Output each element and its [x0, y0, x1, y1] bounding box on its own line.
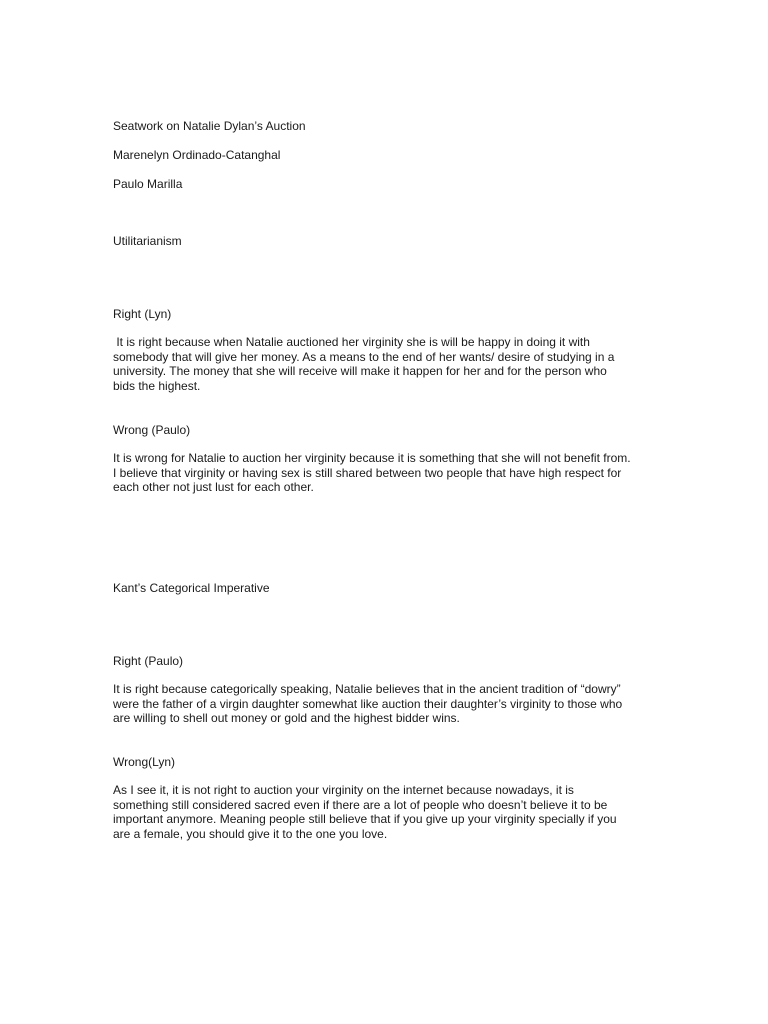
paragraph-line: were the father of a virgin daughter somewhat like auction their daughter’s virginity to those who	[113, 696, 623, 711]
section-heading-utilitarianism: Utilitarianism	[113, 234, 182, 248]
paragraph-line: important anymore. Meaning people still believe that if you give up your virginity specially if you	[113, 812, 617, 827]
wrong-heading-lyn: Wrong(Lyn)	[113, 755, 176, 769]
paragraph-line: are a female, you should give it to the one you love.	[113, 826, 388, 841]
paragraph-line: university. The money that she will receive will make it happen for her and for the person who	[113, 364, 607, 379]
paragraph-line: are willing to shell out money or gold and the highest bidder wins.	[113, 711, 460, 726]
paragraph-line: It is right because when Natalie auctioned her virginity she is will be happy in doing it with	[113, 335, 590, 349]
right-heading-lyn: Right (Lyn)	[113, 307, 172, 321]
author-name-2: Paulo Marilla	[113, 177, 183, 191]
paragraph-line: It is right because categorically speaking, Natalie believes that in the ancient tradition of “dowry”	[113, 682, 621, 696]
right-heading-paulo: Right (Paulo)	[113, 654, 184, 668]
wrong-heading-paulo: Wrong (Paulo)	[113, 423, 191, 437]
document-title: Seatwork on Natalie Dylan’s Auction	[113, 119, 306, 133]
paragraph-line: each other not just lust for each other.	[113, 480, 314, 495]
paragraph-right-paulo	[113, 682, 673, 726]
paragraph-line: It is wrong for Natalie to auction her virginity because it is something that she will not benefit from.	[113, 451, 631, 465]
paragraph-line: bids the highest.	[113, 378, 201, 393]
paragraph-wrong-paulo	[113, 451, 673, 495]
author-name-1: Marenelyn Ordinado-Catanghal	[113, 148, 281, 162]
paragraph-line: something still considered sacred even if there are a lot of people who doesn’t believe it to be	[113, 797, 608, 812]
paragraph-line: somebody that will give her money. As a means to the end of her wants/ desire of studying in a	[113, 349, 615, 364]
section-heading-kant: Kant’s Categorical Imperative	[113, 581, 270, 595]
paragraph-right-lyn	[113, 335, 673, 393]
paragraph-line: I believe that virginity or having sex is still shared between two people that have high respect for	[113, 465, 622, 480]
paragraph-wrong-lyn	[113, 783, 673, 841]
paragraph-line: As I see it, it is not right to auction your virginity on the internet because nowadays, it is	[113, 783, 574, 797]
